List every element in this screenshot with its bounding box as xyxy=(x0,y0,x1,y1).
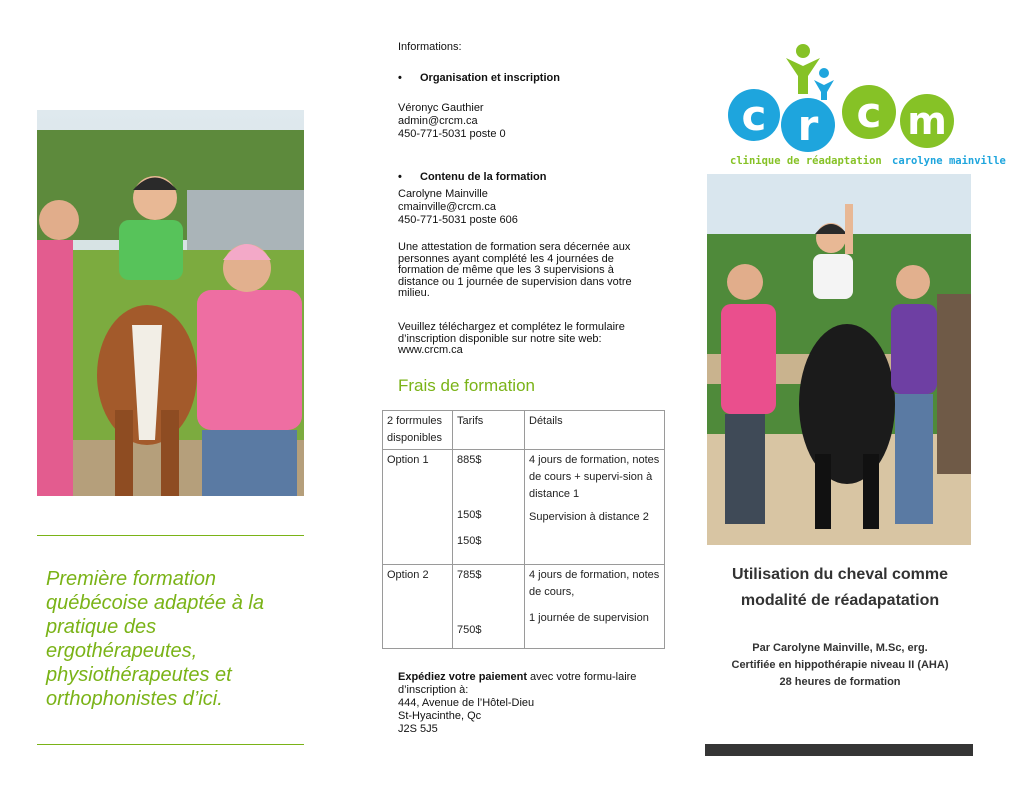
payment-rest: avec votre formu-laire d’inscription à: xyxy=(398,671,637,696)
table-row-option1 xyxy=(383,450,665,565)
header-details: Détails xyxy=(525,411,665,450)
byline-duration: 28 heures de formation xyxy=(779,676,901,688)
logo-tagline-1: clinique de réadaptation xyxy=(730,155,882,167)
hippotherapy-photo-right xyxy=(707,174,971,545)
section-bullet-organisation: • Organisation et inscription xyxy=(398,72,690,85)
footer-bar xyxy=(705,744,973,756)
option1-name: Option 1 xyxy=(383,450,453,565)
option2-prices xyxy=(453,565,525,649)
download-text: Veuillez téléchargez et complétez le formulaire d’inscription disponible sur notre site web: www.crcm.ca xyxy=(398,321,625,356)
header-tarifs: Tarifs xyxy=(453,411,525,450)
attestation-text: Une attestation de formation sera décernée aux personnes ayant complété les 4 journées de formation de même que les 3 supervisions à distance ou 1 journée de supervision dans votre milieu. xyxy=(398,241,632,299)
option2-price-2: 750$ xyxy=(457,624,482,636)
photo-illustration xyxy=(707,174,971,545)
tagline-quote: Première formation québécoise adaptée à la pratique des ergothérapeutes, physiothérapeutes et orthophonistes d’ici. xyxy=(46,568,264,710)
byline-author: Par Carolyne Mainville, M.Sc, erg. xyxy=(752,642,928,654)
option2-detail-2: 1 journée de supervision xyxy=(529,612,649,624)
payment-instructions xyxy=(398,671,643,697)
info-heading: Informations: xyxy=(398,41,462,53)
option2-detail-1: 4 jours de formation, notes de cours, xyxy=(529,569,660,598)
top-divider xyxy=(37,535,304,536)
brochure-title: Utilisation du cheval comme modalité de réadapatation xyxy=(731,566,949,609)
table-row-option2 xyxy=(383,565,665,649)
header-formules: 2 forrmules disponibles xyxy=(383,411,453,450)
svg-text:clinique de réadaptation xyxy=(730,155,1006,167)
contact-email: admin@crcm.ca xyxy=(398,115,478,127)
fees-title: Frais de formation xyxy=(398,376,535,395)
crcm-logo xyxy=(726,42,1006,172)
option1-prices xyxy=(453,450,525,565)
contact-email: cmainville@crcm.ca xyxy=(398,201,496,213)
photo-illustration xyxy=(37,110,304,496)
option1-price-1: 885$ xyxy=(457,454,482,466)
logo-tagline-2: carolyne mainville xyxy=(892,155,1006,167)
contact-block-organisation xyxy=(398,102,668,141)
payment-bold: Expédiez votre paiement xyxy=(398,671,527,683)
byline-block xyxy=(707,640,973,691)
payment-block xyxy=(398,671,643,736)
address-line-2: St-Hyacinthe, Qc xyxy=(398,710,482,722)
option1-detail-1: 4 jours de formation, notes de cours + supervi-sion à distance 1 xyxy=(529,454,660,500)
logo-letter-m: m xyxy=(907,99,947,143)
option1-detail-2: Supervision à distance 2 xyxy=(529,511,649,523)
hippotherapy-photo-left xyxy=(37,110,304,496)
table-header-row xyxy=(383,411,665,450)
section-bullet-contenu: • Contenu de la formation xyxy=(398,171,690,184)
logo-letter-c2: c xyxy=(856,88,882,137)
option1-price-2: 150$ xyxy=(457,509,482,521)
option1-price-3: 150$ xyxy=(457,535,482,547)
address-line-3: J2S 5J5 xyxy=(398,723,438,735)
option1-details xyxy=(525,450,665,565)
contact-block-contenu xyxy=(398,188,668,227)
contact-name: Carolyne Mainville xyxy=(398,188,488,200)
logo-graphic xyxy=(726,42,1006,172)
contact-phone: 450-771-5031 poste 0 xyxy=(398,128,506,140)
option2-details xyxy=(525,565,665,649)
bottom-divider xyxy=(37,744,304,745)
contact-phone: 450-771-5031 poste 606 xyxy=(398,214,518,226)
byline-certification: Certifiée en hippothérapie niveau II (AHA) xyxy=(731,659,949,671)
option2-name: Option 2 xyxy=(383,565,453,649)
logo-letter-c1: c xyxy=(741,91,767,140)
fees-table xyxy=(382,410,665,649)
contact-name: Véronyc Gauthier xyxy=(398,102,484,114)
address-line-1: 444, Avenue de l’Hôtel-Dieu xyxy=(398,697,535,709)
logo-letter-r: r xyxy=(797,101,819,150)
option2-price-1: 785$ xyxy=(457,569,482,581)
people-icon xyxy=(786,44,834,100)
